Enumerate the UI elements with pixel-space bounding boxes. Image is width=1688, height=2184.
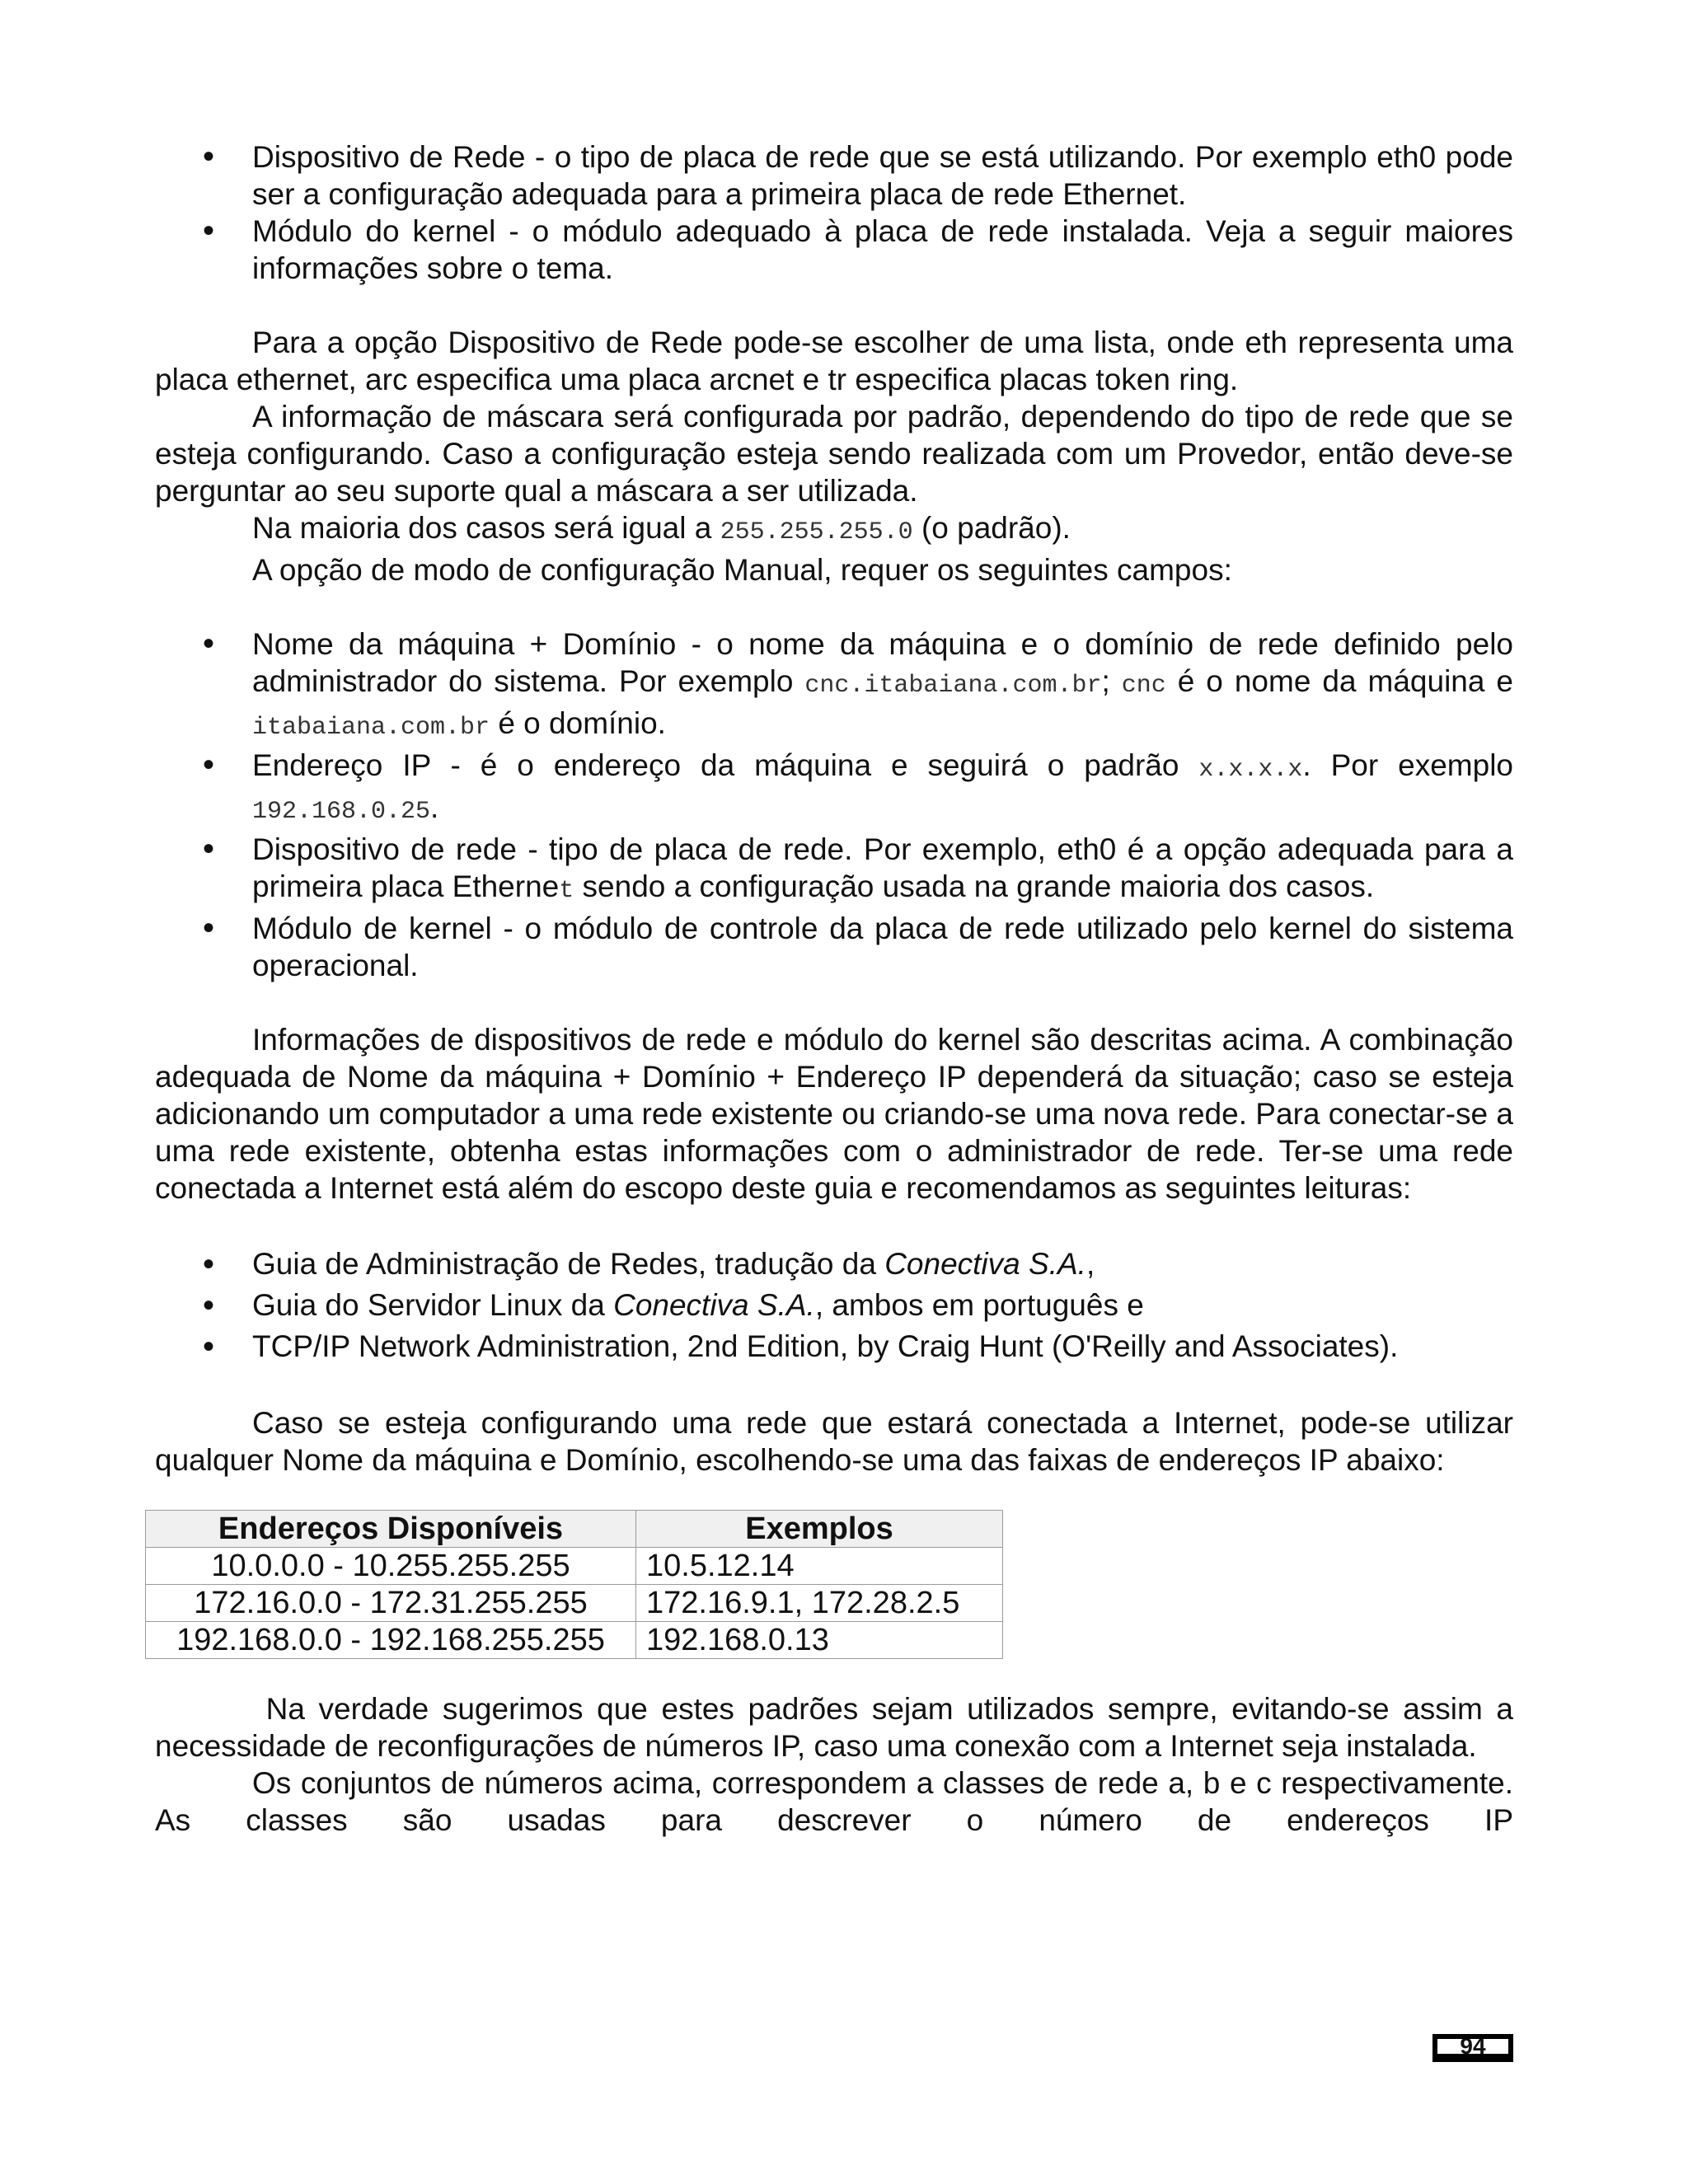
code-hostname: cnc.itabaiana.com.br [804,672,1102,700]
code-mask: 255.255.255.0 [720,518,913,546]
paragraph: Para a opção Dispositivo de Rede pode-se escolher de uma lista, onde eth representa uma placa ethernet, arc especifica uma placa arcnet e tr especifica placas token ring. [155,326,1513,396]
list-item: • TCP/IP Network Administration, 2nd Edition, by Craig Hunt (O'Reilly and Associates). [155,1326,1513,1367]
list-item: • Guia de Administração de Redes, tradução da Conectiva S.A., [155,1244,1513,1285]
paragraph: Os conjuntos de números acima, correspondem a classes de rede a, b e c respectivamente. As classes são usadas para descrever o número de endereços IP [155,1766,1513,1837]
ip-ranges-table [145,1510,1003,1659]
code-host: cnc [1121,672,1166,700]
code-ip-example: 192.168.0.25 [252,798,431,826]
table-header-cell: Endereços Disponíveis [146,1511,636,1548]
paragraph: A informação de máscara será configurada por padrão, dependendo do tipo de rede que se esteja configurando. Caso a configuração esteja sendo realizada com um Provedor, então deve-se perguntar ao seu suporte qual a máscara a ser utilizada. [155,400,1513,508]
page-number: 94 [1432,2034,1513,2062]
list-item: • Endereço IP - é o endereço da máquina e seguirá o padrão x.x.x.x. Por exemplo 192.168.0.25. [155,747,1513,831]
code-domain: itabaiana.com.br [252,714,490,742]
list-item: • Nome da máquina + Domínio - o nome da máquina e o domínio de rede definido pelo administrador do sistema. Por exemplo cnc.itabaiana.com.br; cnc é o nome da máquina e itabaiana.com.br é o domínio. [155,626,1513,747]
table-cell: 10.0.0.0 - 10.255.255.255 [146,1548,636,1585]
paragraph: Informações de dispositivos de rede e módulo do kernel são descritas acima. A combinação adequada de Nome da máquina + Domínio + Endereço IP dependerá da situação; caso se esteja adicionando um computador a uma rede existente ou criando-se uma nova rede. Para conectar-se a uma rede existente, obtenha estas informações com o administrador de rede. Ter-se uma rede conectada a Internet está além do escopo deste guia e recomendamos as seguintes leituras: [155,1023,1513,1205]
table-cell: 172.16.9.1, 172.28.2.5 [636,1585,1003,1622]
paragraph: A opção de modo de configuração Manual, requer os seguintes campos: [252,553,1232,587]
list-item: • Módulo do kernel - o módulo adequado à placa de rede instalada. Veja a seguir maiores informações sobre o tema. [155,213,1513,287]
list-item: • Dispositivo de rede - tipo de placa de rede. Por exemplo, eth0 é a opção adequada para a primeira placa Ethernet sendo a configuração usada na grande maioria dos casos. [155,831,1513,910]
table-row [146,1622,1003,1659]
list-item: • Dispositivo de Rede - o tipo de placa de rede que se está utilizando. Por exemplo eth0 pode ser a configuração adequada para a primeira placa de rede Ethernet. [155,138,1513,213]
list-item: • Guia do Servidor Linux da Conectiva S.A., ambos em português e [155,1285,1513,1326]
paragraph: Caso se esteja configurando uma rede que estará conectada a Internet, pode-se utilizar qualquer Nome da máquina e Domínio, escolhendo-se uma das faixas de endereços IP abaixo: [155,1406,1513,1477]
table-cell: 10.5.12.14 [636,1548,1003,1585]
code-ip-pattern: x.x.x.x [1198,756,1303,784]
list-item: • Módulo de kernel - o módulo de controle da placa de rede utilizado pelo kernel do sistema operacional. [155,910,1513,984]
table-cell: 192.168.0.13 [636,1622,1003,1659]
table-row [146,1548,1003,1585]
bullet-list-manual-fields [155,626,1513,984]
document-page [155,138,1522,1839]
table-header-cell: Exemplos [636,1511,1003,1548]
table-row [146,1585,1003,1622]
bullet-list-device [155,138,1513,287]
paragraph: Na maioria dos casos será igual a 255.255.255.0 (o padrão). [252,511,1071,546]
table-cell: 172.16.0.0 - 172.31.255.255 [146,1585,636,1622]
table-header-row [146,1511,1003,1548]
table-cell: 192.168.0.0 - 192.168.255.255 [146,1622,636,1659]
bullet-list-readings [155,1244,1513,1367]
paragraph: Na verdade sugerimos que estes padrões sejam utilizados sempre, evitando-se assim a necessidade de reconfigurações de números IP, caso uma conexão com a Internet seja instalada. [155,1692,1522,1763]
